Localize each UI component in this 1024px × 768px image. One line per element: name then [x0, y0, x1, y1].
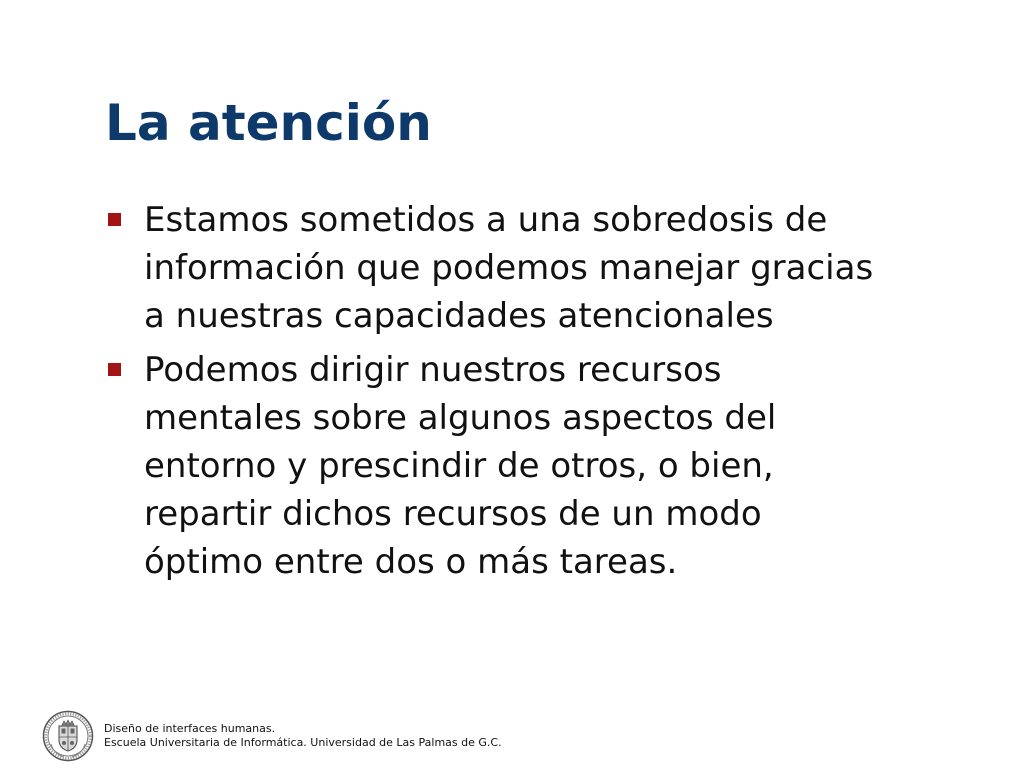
slide-title: La atención [105, 94, 432, 152]
bullet-line: Estamos sometidos a una sobredosis de [144, 200, 828, 240]
footer-institution: Escuela Universitaria de Informática. Universidad de Las Palmas de G.C. [104, 736, 502, 749]
bullet-line: mentales sobre algunos aspectos del [144, 398, 777, 438]
bullet-line: repartir dichos recursos de un modo [144, 494, 762, 534]
bullet-item [105, 196, 1005, 340]
footer-text [104, 722, 502, 750]
bullet-line: entorno y prescindir de otros, o bien, [144, 446, 774, 486]
bullet-line: a nuestras capacidades atencionales [144, 296, 774, 336]
footer-course-name: Diseño de interfaces humanas. [104, 722, 276, 735]
bullet-line: Podemos dirigir nuestros recursos [144, 350, 722, 390]
square-bullet-icon [108, 213, 121, 226]
bullet-line: óptimo entre dos o más tareas. [144, 542, 678, 582]
bullet-item [105, 346, 1005, 586]
bullet-text [144, 346, 1005, 586]
university-seal-icon [42, 710, 94, 762]
bullet-text [144, 196, 1005, 340]
bullet-list [105, 196, 1005, 592]
bullet-line: información que podemos manejar gracias [144, 248, 874, 288]
square-bullet-icon [108, 363, 121, 376]
